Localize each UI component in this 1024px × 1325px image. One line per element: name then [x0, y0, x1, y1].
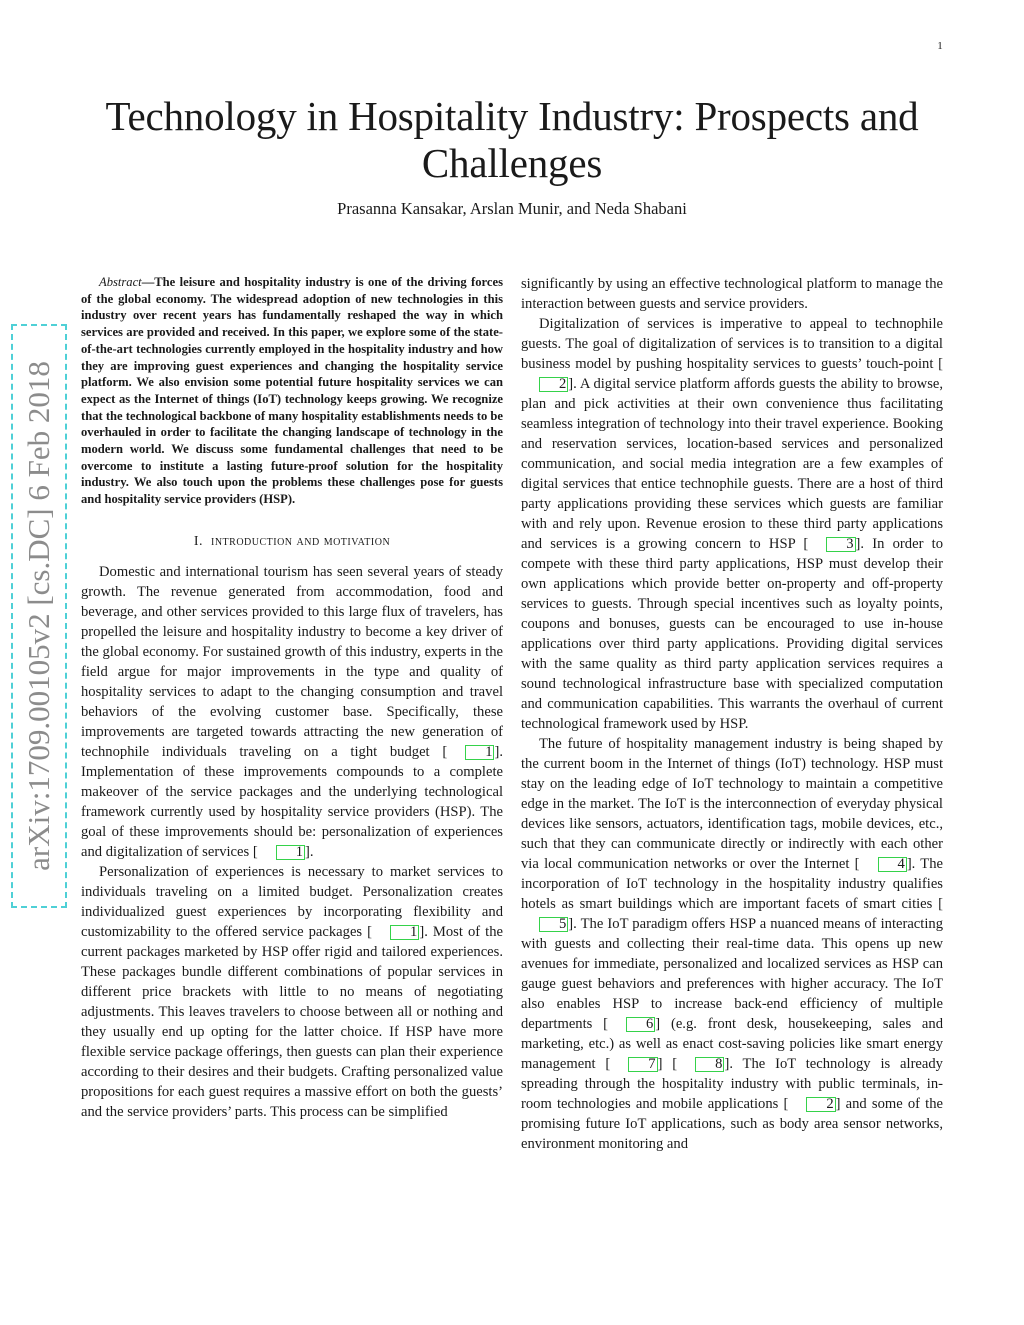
abstract-label: Abstract	[99, 275, 142, 289]
abstract	[81, 274, 503, 508]
paragraph-text: ]. Implementation of these improvements compounds to a complete makeover of the service packages and the underlying technological framework currently used by hospitality service providers (HSP). The goal of these improvements should be: personalization of experiences and digitalization of services [	[81, 743, 503, 860]
paragraph-intro-4	[521, 734, 943, 1154]
paragraph-intro-2-continued	[521, 274, 943, 314]
citation-link[interactable]: 2	[788, 1094, 835, 1114]
paragraph-text: ] and some of the promising future IoT applications, such as body area sensor networks, environment monitoring and	[521, 1096, 943, 1152]
paragraph-intro-2	[81, 862, 503, 1122]
paragraph-text: ]. A digital service platform affords guests the ability to browse, plan and pick activities at their own convenience thus facilitating seamless integration of technology into their travel experience. Booking and reservation services, location-based services and personalized communication, and social media integration are a few examples of digital services that entice technophile guests. There are a host of third party applications providing these services which guests are familiar with and rely upon. Revenue erosion to these third party applications and services is a growing concern to HSP [	[521, 376, 943, 552]
paragraph-text: ] (e.g. front desk, housekeeping, sales and marketing, etc.) as well as enact cost-saving policies like smart energy management [	[521, 1016, 944, 1072]
paragraph-text: significantly by using an effective technological platform to manage the interaction between guests and service providers.	[521, 276, 943, 312]
paragraph-text: Personalization of experiences is necessary to market services to individuals traveling on a limited budget. Personalization creates individualized guest experiences by incorporating flexibility and customizability to the offered service packages [	[81, 863, 503, 940]
paragraph-text: The future of hospitality management industry is being shaped by the current boom in the Internet of things (IoT) technology. HSP must stay on the leading edge of IoT technology to maintain a competitive edge in the market. The IoT is the interconnection of everyday physical devices like sensors, actuators, identification tags, mobile devices, etc., such that they can communicate directly or indirectly with each other via local communication networks or over the Internet [	[521, 736, 943, 872]
citation-link[interactable]: 3	[808, 534, 855, 554]
citation-link[interactable]: 8	[677, 1054, 724, 1074]
citation-link[interactable]: 1	[258, 842, 305, 862]
section-numeral: I.	[193, 533, 203, 549]
citation-link[interactable]: 1	[372, 922, 419, 942]
page-number: 1	[937, 40, 943, 52]
paragraph-text: Domestic and international tourism has seen several years of steady growth. The revenue generated from accommodation, food and beverage, and other services provided to this large flux of travelers, has propelled the leisure and hospitality industry to become a key driver of the global economy. For sustained growth of this industry, experts in the field argue for major improvements in the type and quality of hospitality services to adapt to the changing consumption and travel behaviors of the evolving customer base. Specifically, these improvements are targeted towards attracting the new generation of technophile individuals traveling on a tight budget [	[81, 563, 503, 760]
paragraph-intro-1	[81, 562, 503, 862]
section-title: introduction and motivation	[210, 533, 391, 549]
right-column	[521, 274, 943, 1154]
paragraph-text: ] [	[657, 1056, 678, 1072]
citation-link[interactable]: 4	[860, 854, 907, 874]
citation-link[interactable]: 5	[521, 914, 568, 934]
citation-link[interactable]: 2	[521, 374, 568, 394]
section-heading	[81, 532, 503, 552]
citation-link[interactable]: 1	[447, 742, 494, 762]
abstract-text: —The leisure and hospitality industry is one of the driving forces of the global economy. The widespread adoption of new technologies in this industry over recent years has fundamentally reshaped the way in which services are provided and received. In this paper, we explore some of the state-of-the-art technologies currently employed in the hospitality industry and how they are improving guest experiences and changing the hospitality service platform. We also envision some potential future hospitality services we can expect as the Internet of things (IoT) technology keeps growing. We recognize that the technological backbone of many hospitality establishments needs to be overhauled in order to facilitate the changing landscape of technology in the modern world. We discuss some fundamental challenges that need to be overcome to institute a lasting future-proof solution for the hospitality industry. We also touch upon the problems these challenges pose for guests and hospitality service providers (HSP).	[81, 275, 503, 507]
paragraph-text: ]. The incorporation of IoT technology in the hospitality industry qualifies hotels as smart buildings which are important facets of smart cities [	[521, 856, 943, 912]
arxiv-stamp	[11, 324, 67, 908]
citation-link[interactable]: 7	[610, 1054, 657, 1074]
author-list: Prasanna Kansakar, Arslan Munir, and Neda Shabani	[337, 199, 687, 218]
paragraph-intro-3	[521, 314, 943, 734]
paragraph-text: ]. Most of the current packages marketed by HSP offer rigid and tailored experiences. These packages bundle different combinations of popular services in different price brackets with little to no means of negotiating adjustments. This leaves travelers to choose between all or nothing and they usually end up opting for the latter choice. If HSP have more flexible service package offerings, then guests can plan their experience according to their desires and their budgets. Crafting personalized value propositions for each guest requires a massive effort on both the guests’ and the service providers’ parts. This process can be simplified	[81, 923, 503, 1120]
citation-link[interactable]: 6	[608, 1014, 655, 1034]
paper-title: Technology in Hospitality Industry: Prospects and Challenges	[105, 93, 919, 186]
paragraph-text: ]. The IoT technology is already spreading through the hospitality industry with public terminals, in-room technologies and mobile applications [	[521, 1056, 943, 1112]
paragraph-text: ]. In order to compete with these third party applications, HSP must develop their own applications which provide better on-property and off-property services to guests. Through special incentives such as loyalty points, coupons and bonuses, guests can be encouraged to use in-house applications over third party applications. Providing digital services with the same quality as third party application services requires a sound technological infrastructure base with specialized computation and communication capabilities. This warrants the overhaul of current technological framework used by HSP.	[521, 536, 943, 732]
paragraph-text: ].	[304, 843, 314, 860]
paragraph-text: Digitalization of services is imperative to appeal to technophile guests. The goal of digitalization of services is to transition to a digital business model by pushing hospitality services to guests’ touch-point [	[521, 316, 943, 372]
paragraph-text: ]. The IoT paradigm offers HSP a nuanced means of interacting with guests and collecting their real-time data. This opens up new avenues for immediate, personalized and localized services as HSP can gauge guest behaviors and preferences with higher accuracy. The IoT also enables HSP to increase back-end efficiency of multiple departments [	[521, 916, 943, 1032]
left-column	[81, 274, 503, 1122]
arxiv-identifier[interactable]: arXiv:1709.00105v2 [cs.DC] 6 Feb 2018	[21, 361, 56, 871]
